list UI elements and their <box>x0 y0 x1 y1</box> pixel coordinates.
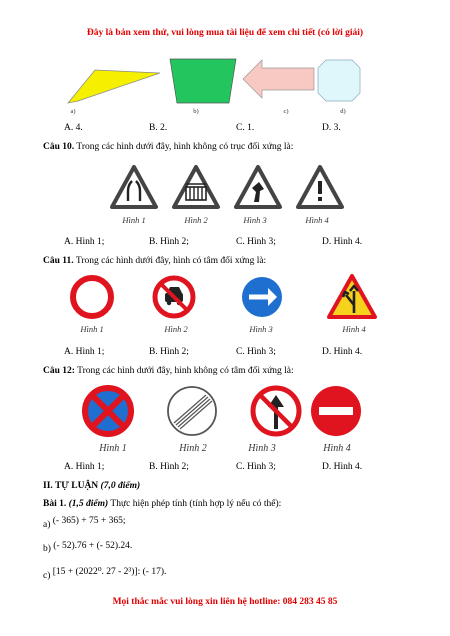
q12-option-d: D. Hình 4. <box>322 462 363 472</box>
mandatory-sign-arrow-right <box>242 277 282 317</box>
q9-shapes <box>60 55 370 115</box>
shape-d-cyan-octagon <box>318 60 360 101</box>
no-parking-sign <box>85 388 131 434</box>
q11-caption-1: Hình 1 <box>80 324 104 334</box>
q12-option-b: B. Hình 2; <box>149 462 189 472</box>
q12-caption-4: Hình 4 <box>323 443 351 454</box>
warning-sign-road-narrows <box>112 167 156 207</box>
warning-sign-bend <box>236 167 280 207</box>
q12-option-c: C. Hình 3; <box>236 462 276 472</box>
q9-option-a: A. 4. <box>64 123 83 133</box>
q11-title: Câu 11. <box>43 256 74 266</box>
top-banner: Đây là bản xem thử, vui lòng mua tài liệu để xem chi tiết (có lời giải) <box>86 28 364 38</box>
q11-question <box>43 256 266 266</box>
warning-sign-exclamation <box>298 167 342 207</box>
shape-b-green-trapezoid <box>170 59 236 103</box>
end-of-restrictions-sign <box>168 387 216 435</box>
bai1-item-a-label: a) <box>43 520 51 530</box>
q10-signs <box>110 165 350 215</box>
no-entry-sign <box>311 386 361 436</box>
warning-sign-merge <box>329 276 375 317</box>
bai1-item-c-label: c) <box>43 571 51 581</box>
q10-caption-4: Hình 4 <box>305 215 329 225</box>
q10-option-d: D. Hình 4. <box>322 237 363 247</box>
bai1-item-a <box>43 516 126 530</box>
bai1-item-c <box>43 567 167 581</box>
q12-title: Câu 12: <box>43 366 75 376</box>
bai1-item-b-expr: (- 52).76 + (- 52).24. <box>53 541 133 551</box>
prohibition-sign-no-entry-ring <box>73 278 111 316</box>
shape-c-pink-arrow <box>243 60 314 98</box>
q11-text: Trong các hình dưới đây, hình có tâm đối xứng là: <box>75 256 267 266</box>
q10-title: Câu 10. <box>43 142 75 152</box>
q10-text: Trong các hình dưới đây, hình không có trục đối xứng là: <box>76 142 294 152</box>
shape-a-yellow-quadrilateral <box>68 70 160 103</box>
bai1-item-c-expr: [15 + (2022⁰. 27 - 2³)]: (- 17). <box>52 567 167 577</box>
shape-label-b: b) <box>193 108 199 115</box>
q12-signs <box>82 385 382 441</box>
q10-caption-1: Hình 1 <box>122 215 146 225</box>
q12-option-a: A. Hình 1; <box>64 462 105 472</box>
q10-caption-3: Hình 3 <box>243 215 267 225</box>
shape-label-a: a) <box>70 108 76 115</box>
part2-title: II. TỰ LUẬN <box>43 481 99 491</box>
q11-signs <box>70 275 390 325</box>
q10-question <box>43 142 293 152</box>
q9-option-b: B. 2. <box>149 123 168 133</box>
warning-sign-railway-gate <box>174 167 218 207</box>
q9-option-c: C. 1. <box>236 123 255 133</box>
bai1-text: Thực hiện phép tính (tính hợp lý nếu có thể): <box>110 499 282 509</box>
q12-caption-2: Hình 2 <box>179 443 207 454</box>
part2-heading <box>43 481 140 491</box>
q10-option-a: A. Hình 1; <box>64 237 105 247</box>
q12-question <box>43 366 294 376</box>
q11-option-c: C. Hình 3; <box>236 347 276 357</box>
q12-caption-1: Hình 1 <box>99 443 127 454</box>
bai1-item-a-expr: (- 365) + 75 + 365; <box>52 516 126 526</box>
bai1-item-b <box>43 541 133 554</box>
q11-option-b: B. Hình 2; <box>149 347 189 357</box>
bai1-points: (1,5 điểm) <box>68 499 109 509</box>
part2-points: (7,0 điểm) <box>100 481 141 491</box>
no-straight-ahead-sign <box>253 388 299 434</box>
q10-option-c: C. Hình 3; <box>236 237 276 247</box>
q11-option-d: D. Hình 4. <box>322 347 363 357</box>
q9-option-d: D. 3. <box>322 123 341 133</box>
bai1-item-b-label: b) <box>43 544 51 554</box>
prohibition-sign-no-cars <box>155 278 193 316</box>
shape-label-d: d) <box>340 108 346 115</box>
q10-caption-2: Hình 2 <box>184 215 208 225</box>
q11-option-a: A. Hình 1; <box>64 347 105 357</box>
q11-caption-3: Hình 3 <box>249 324 273 334</box>
q10-option-b: B. Hình 2; <box>149 237 189 247</box>
q11-caption-2: Hình 2 <box>164 324 188 334</box>
shape-label-c: c) <box>283 108 289 115</box>
bai1-heading <box>43 499 281 509</box>
q12-text: Trong các hình dưới đây, hình không có tâm đối xứng là: <box>77 366 294 376</box>
q11-caption-4: Hình 4 <box>342 324 366 334</box>
bottom-banner: Mọi thắc mắc vui lòng xin liên hệ hotline: 084 283 45 85 <box>112 597 338 607</box>
q12-caption-3: Hình 3 <box>248 443 276 454</box>
bai1-title: Bài 1. <box>43 499 67 509</box>
